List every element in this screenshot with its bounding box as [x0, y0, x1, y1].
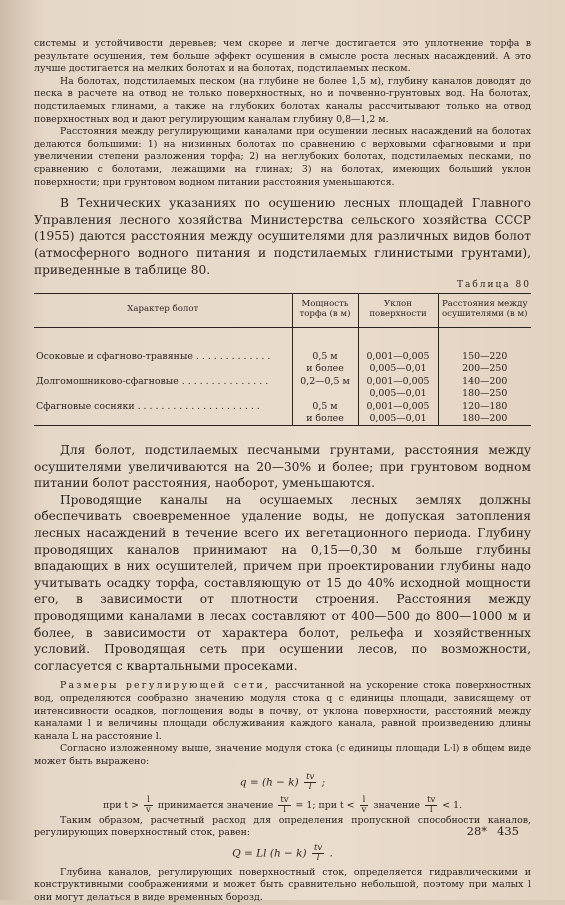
row-slope: 0,001—0,005 0,005—0,01	[358, 400, 438, 426]
page-footer	[457, 824, 519, 838]
paragraph-flow: Таким образом, расчетный расход для определения пропускной способности каналов, регулирующих поверхностный сток, равен:	[34, 814, 531, 839]
row-distance: 150—220 200—250	[438, 350, 531, 375]
header-type: Характер болот	[34, 294, 292, 328]
network-title: Размеры регулирующей сети,	[60, 680, 270, 692]
row-thickness: 0,2—0,5 м	[292, 375, 358, 400]
formula-discharge: Q = Ll (h − k) $\frac{tv}{l}$ .	[232, 842, 333, 863]
paragraph-top-1: системы и устойчивости деревьев; чем скорее и легче достигается это уплотнение торфа в результате осушения, тем больше эффект осушения в смысле роста лесных насаждений. А это лучше достигается на мелких болотах и на болотах, подстилаемых песком.	[34, 38, 531, 75]
header-slope: Уклон поверхности	[358, 294, 438, 328]
header-thickness: Мощность торфа (в м)	[292, 294, 358, 328]
paragraph-sand: Для болот, подстилаемых песчаными грунтами, расстояния между осушителями увеличиваются на 20—30% и более; при грунтовом водном питании болот расстояния, наоборот, уменьшаются.	[34, 443, 531, 491]
paragraph-top-3: Расстояния между регулирующими каналами при осушении лесных насаждений на болотах делаются большими: 1) на низинных болотах по сравнению с верховыми сфагновыми и при увеличении степени разложения торфа; 2) на неглубоких болотах, подстилаемых песками, по сравнению с болотами, лежащими на глинах; 3) на болотах, имеющих больший уклон поверхности; при грунтовом водном питании расстояния уменьшаются.	[34, 126, 531, 188]
paragraph-top-2: На болотах, подстилаемых песком (на глубине не более 1,5 м), глубину каналов доводят до песка в расчете на отвод не только поверхностных, но и почвенно-грунтовых вод. На болотах, подстилаемых глинами, а также на глубоких болотах каналы рассчитывают только на отвод поверхностных вод и дают регулирующим каналам глубину 0,8—1,2 м.	[34, 75, 531, 125]
row-slope: 0,001—0,005 0,005—0,01	[358, 375, 438, 400]
signature-mark: 28*	[466, 824, 488, 838]
row-thickness: 0,5 м и более	[292, 400, 358, 426]
row-type: Сфагновые сосняки . . . . . . . . . . . . . . . . . . . . .	[36, 401, 260, 413]
paragraph-network	[34, 680, 531, 743]
row-distance: 120—180 180—200	[438, 400, 531, 426]
paragraph-channels: Проводящие каналы на осушаемых лесных землях должны обеспечивать своевременное удаление воды, не допуская затопления лесных насаждений в течение всего их вегетационного периода. Глубину проводящих каналов принимают на 0,15—0,30 м больше глубины впадающих в них осушителей, причем при проектировании глубины надо учитывать осадку торфа, составляющую от 15 до 40% исходной мощности его, в зависимости от плотности строения. Расстояния между проводящими каналами в лесах составляют от 400—500 до 800—1000 м и более, в зависимости от характера болот, рельефа и хозяйственных условий. Проводящая сеть при осушении лесов, по возможности, согласуется с квартальными просеками.	[34, 492, 531, 673]
page-number: 435	[497, 824, 519, 838]
row-type: Осоковые и сфагново-травяные . . . . . . . . . . . . .	[36, 351, 271, 363]
table-caption: Таблица 80	[457, 280, 531, 291]
row-distance: 140—200 180—250	[438, 375, 531, 400]
formula-runoff-module: q = (h − k) $\frac{tv}{l}$ ;	[239, 771, 326, 792]
network-text: рассчитанной на ускорение стока поверхностных вод, определяются сообразно значению модуля стока q с единицы площади, зависящему от интенсивности осадков, поглощения воды в почву, от уклона поверхности, расстояний между каналами l и величины площади обслуживания каждого канала, равной произведению длины канала L на расстояние l.	[34, 680, 532, 742]
table-row	[34, 350, 531, 375]
paragraph-module: Согласно изложенному выше, значение модуля стока (с единицы площади L·l) в общем виде может быть выражено:	[34, 743, 531, 767]
row-slope: 0,001—0,005 0,005—0,01	[358, 350, 438, 375]
table-header-row	[34, 294, 531, 328]
table-row	[34, 400, 531, 426]
condition-line: при t > $\frac{l}{v}$ принимается значение $\frac{tv}{l}$ = 1; при t < $\frac{l}{v}$ значение $\frac{tv}{l}$ < 1.	[102, 794, 463, 815]
row-thickness: 0,5 м и более	[292, 350, 358, 375]
paragraph-intro: В Технических указаниях по осушению лесных площадей Главного Управления лесного хозяйства Министерства сельского хозяйства СССР (1955) даются расстояния между осушителями для различных видов болот (атмосферного водного питания и подстилаемых глинистыми грунтами), приведенные в таблице 80.	[34, 196, 531, 277]
row-type: Долгомошниково-сфагновые . . . . . . . . . . . . . . .	[36, 376, 269, 388]
table-row	[34, 375, 531, 400]
table-80	[34, 293, 531, 426]
paragraph-depth: Глубина каналов, регулирующих поверхностный сток, определяется гидравлическими и конструктивными соображениями и может быть сравнительно небольшой, поэтому при малых l они могут делаться в виде временных борозд.	[34, 866, 531, 903]
header-distance: Расстояния между осушителями (в м)	[438, 294, 531, 328]
